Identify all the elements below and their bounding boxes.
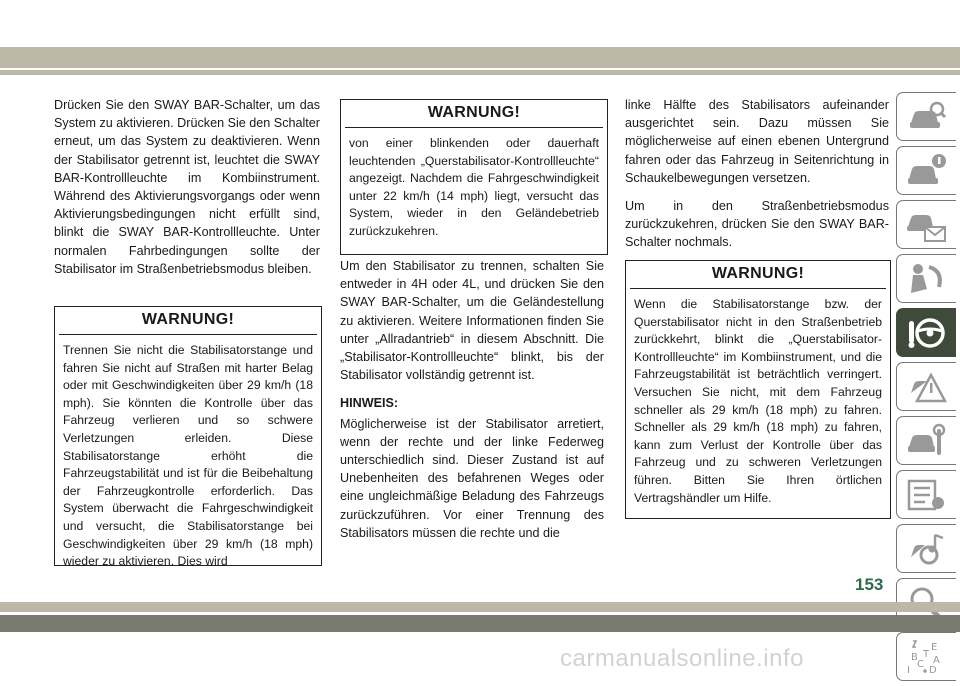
- warning-box-1: [54, 306, 322, 569]
- bottom-band: [0, 615, 960, 632]
- top-band-thin: [0, 70, 960, 75]
- tab-specifications[interactable]: [896, 470, 956, 519]
- column-3: [625, 96, 889, 262]
- svg-text:C: C: [917, 659, 924, 670]
- tab-multimedia[interactable]: [896, 524, 956, 573]
- note-text: Möglicherweise ist der Stabilisator arretiert, wenn der rechte und der linke Federweg unterschiedlich sind. Dieser Zustand ist auf Unebenheiten des befahrenen Weges oder eine ungleichmäßige Beladung des Fahrzeugs zurückzuführen. Vor einer Trennung des Stabilisators müssen die rechte und die: [340, 416, 604, 540]
- warning-triangle-icon: [905, 369, 947, 405]
- column-2: [340, 257, 604, 552]
- warning-box-3: [625, 260, 891, 519]
- intro-paragraph: Drücken Sie den SWAY BAR-Schalter, um das System zu aktivieren. Drücken Sie den Schalter erneut, um das System zu deaktivieren. Wenn der Stabilisator getrennt ist, leuchtet die SWAY BAR-Kontrollleuchte im Kombiinstrument. Während des Aktivierungsvorgangs oder wenn Aktivierungsbedingungen nicht erfüllt sind, blinkt die SWAY BAR-Kontrollleuchte. Unter normalen Fahrbedingungen sollte der Stabilisator im Straßenbetriebsmodus bleiben.: [54, 98, 320, 276]
- top-band: [0, 47, 960, 68]
- warning-text: Wenn die Stabilisatorstange bzw. der Querstabilisator nicht in den Straßenbetrieb zurückkehrt, blinkt die „Querstabilisator-Kontrollleuchte“ im Kombiinstrument, und die Fahrzeugstabilität ist beträchtlich verringert. Versuchen Sie nicht, mit dem Fahrzeug schneller als 29 km/h (18 mph) zu fahren. Schneller als 29 km/h (18 mph) zu fahren, kann zum Verlust der Kontrolle über das Fahrzeug und zu schweren Verletzungen führen. Bitten Sie Ihren örtlichen Vertragshändler um Hilfe.: [634, 297, 882, 505]
- svg-text:T: T: [923, 649, 930, 660]
- tab-service[interactable]: [896, 416, 956, 465]
- car-mail-icon: [905, 207, 947, 243]
- tab-car-search[interactable]: [896, 92, 956, 141]
- svg-text:E: E: [931, 642, 938, 653]
- warning-heading: WARNUNG!: [345, 100, 603, 128]
- alphabet-index-icon: [905, 639, 947, 675]
- tab-warning[interactable]: [896, 362, 956, 411]
- steering-key-icon: [905, 315, 947, 351]
- warning-heading: WARNUNG!: [630, 261, 886, 289]
- music-gear-icon: [905, 531, 947, 567]
- tab-car-mail[interactable]: [896, 200, 956, 249]
- wrench-car-icon: [905, 423, 947, 459]
- warning-text: von einer blinkenden oder dauerhaft leuchtenden „Querstabilisator-Kontrollleuchte“ angezeigt. Nachdem die Fahrgeschwindigkeit unter 22 km/h (14 mph) liegt, versucht das System, wieder in den Geländebetrieb zurückzukehren.: [349, 136, 599, 238]
- svg-text:I: I: [907, 665, 910, 675]
- car-info-icon: [905, 153, 947, 189]
- svg-text:D: D: [929, 665, 937, 675]
- bottom-band-light: [0, 602, 960, 612]
- disconnect-paragraph: Um den Stabilisator zu trennen, schalten Sie entweder in 4H oder 4L, und drücken Sie den SWAY BAR-Schalter, um die Geländestellung zu aktivieren. Weitere Informationen finden Sie unter „Allradantrieb“ in diesem Abschnitt. Die „Stabilisator-Kontrollleuchte“ blinkt, bis der Stabilisator vollständig getrennt ist.: [340, 259, 604, 383]
- chapter-tabs: [896, 92, 960, 686]
- checklist-icon: [905, 477, 947, 513]
- tab-airbag[interactable]: [896, 254, 956, 303]
- svg-text:A: A: [933, 655, 940, 666]
- warning-text: Trennen Sie nicht die Stabilisatorstange und fahren Sie nicht auf Straßen mit harter Belag oder mit Geschwindigkeiten über 29 km/h (18 mph). Sie könnten die Kontrolle über das Fahrzeug verlieren und so schwere Verletzungen erleiden. Diese Stabilisatorstange erhöht die Fahrzeugstabilität und ist für die Beibehaltung der Fahrzeugkontrolle erforderlich. Das System überwacht die Fahrgeschwindigkeit und versucht, die Stabilisatorstange bei Geschwindigkeiten über 29 km/h (18 mph) wieder zu aktivieren. Dies wird: [63, 343, 313, 569]
- page-number: 153: [855, 575, 884, 594]
- svg-text:B: B: [911, 652, 918, 663]
- warning-heading: WARNUNG!: [59, 307, 317, 335]
- car-search-icon: [905, 99, 947, 135]
- note-label: HINWEIS:: [340, 396, 399, 411]
- watermark: carmanualsonline.info: [560, 645, 804, 672]
- alignment-paragraph: linke Hälfte des Stabilisators aufeinander ausgerichtet sein. Dazu müssen Sie möglicherweise auf einen ebenen Untergrund fahren oder das Fahrzeug in Seitenrichtung in Schaukelbewegungen versetzen.: [625, 98, 889, 185]
- tab-car-info[interactable]: [896, 146, 956, 195]
- airbag-person-icon: [905, 261, 947, 297]
- return-paragraph: Um in den Straßenbetriebsmodus zurückzukehren, drücken Sie den SWAY BAR-Schalter nochmals.: [625, 199, 889, 250]
- warning-box-2: [340, 99, 608, 255]
- tab-starting-operating[interactable]: [896, 308, 956, 357]
- note-block: [340, 394, 604, 542]
- column-1: [54, 96, 320, 288]
- tab-index[interactable]: [896, 632, 956, 681]
